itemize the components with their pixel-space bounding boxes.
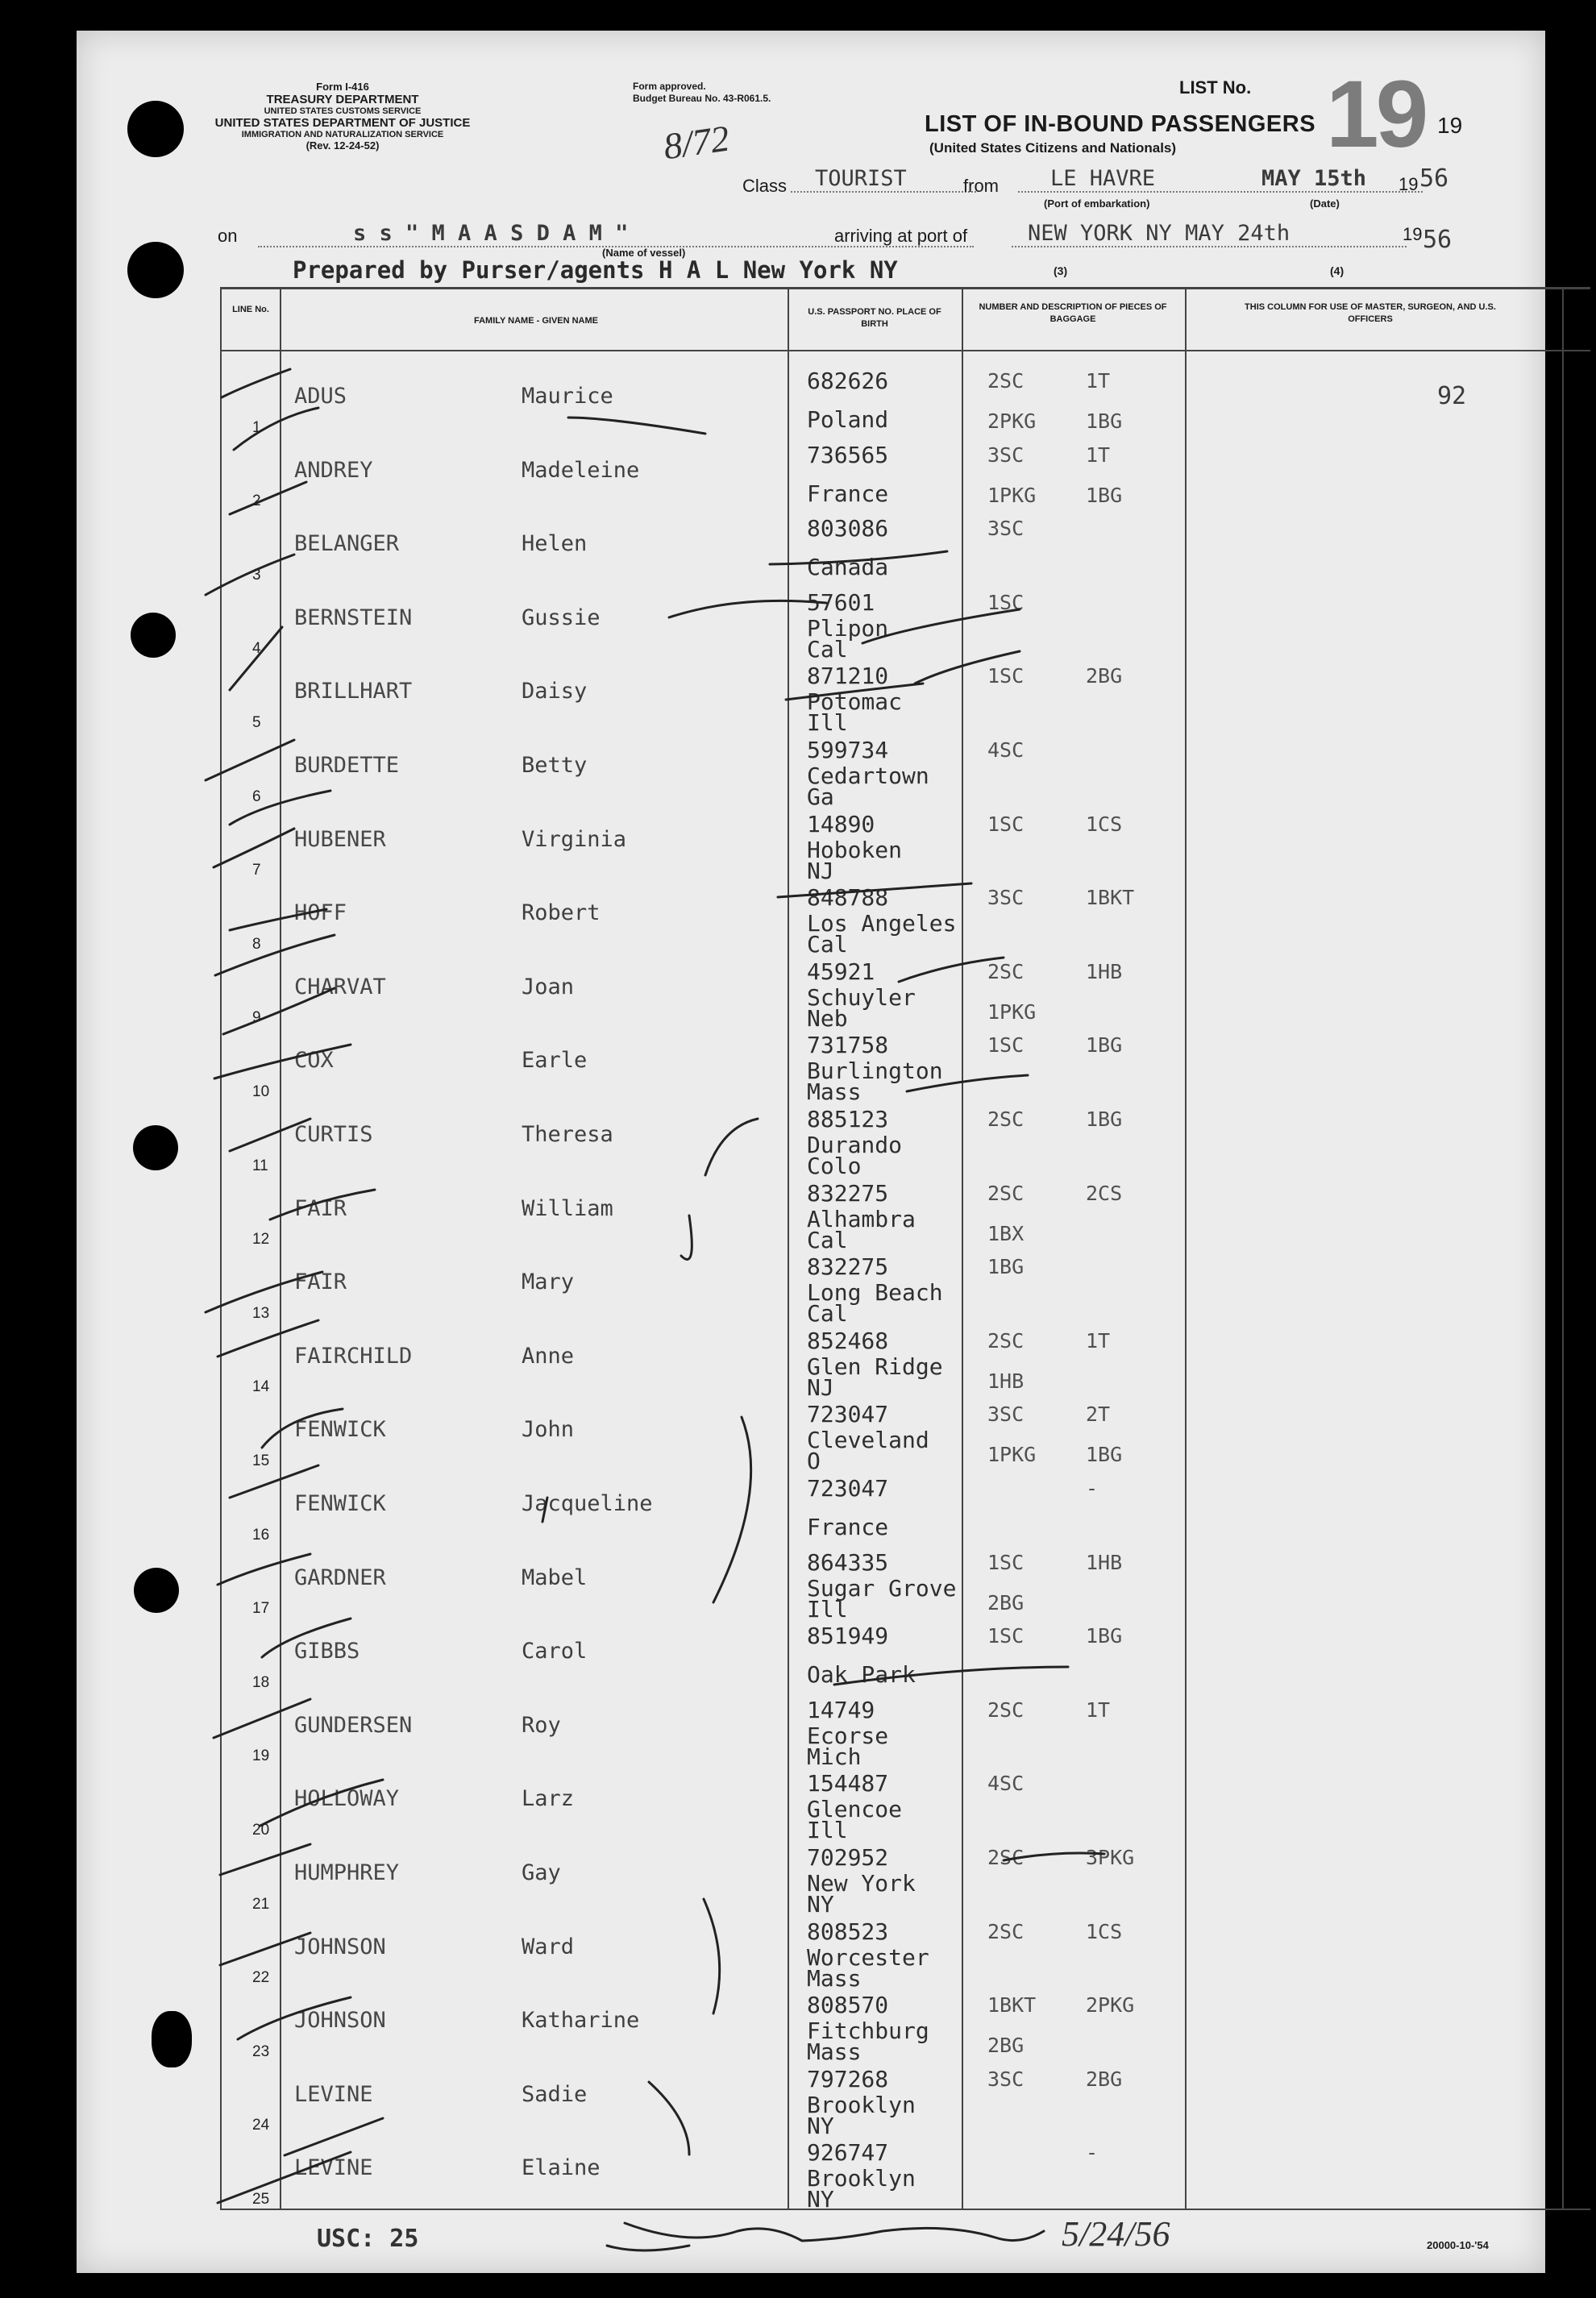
line-number: 11 xyxy=(252,1157,268,1174)
given-name: Theresa xyxy=(522,1122,613,1147)
family-name: GUNDERSEN xyxy=(294,1712,413,1738)
place-of-birth: France xyxy=(807,1514,889,1540)
family-name: CURTIS xyxy=(294,1122,373,1147)
year1-value: 56 xyxy=(1419,164,1449,193)
given-name: Maurice xyxy=(522,384,613,409)
family-name: GARDNER xyxy=(294,1565,386,1590)
given-name: Larz xyxy=(522,1786,575,1812)
place-of-birth: Oak Park xyxy=(807,1661,916,1689)
passport-number: 14890 xyxy=(807,810,875,837)
arriving-label: arriving at port of xyxy=(834,226,968,246)
baggage-item: 2BG xyxy=(987,1590,1025,1614)
baggage-item: 1CS xyxy=(1086,1919,1123,1943)
given-name: Gay xyxy=(522,1860,561,1885)
from-value: LE HAVRE xyxy=(1018,166,1252,193)
list-no-label: LIST No. xyxy=(1179,77,1252,98)
family-name: BELANGER xyxy=(294,531,400,557)
place-of-birth: Ill xyxy=(807,1595,848,1623)
baggage-item: 1HB xyxy=(987,1369,1025,1393)
passport-number: 885123 xyxy=(807,1106,889,1132)
passport-number: 702952 xyxy=(807,1844,889,1871)
date-value: MAY 15th xyxy=(1237,166,1423,193)
table-row xyxy=(77,369,1545,443)
form-approved: Form approved. xyxy=(633,81,706,92)
given-name: Elaine xyxy=(522,2155,601,2181)
line-number: 3 xyxy=(252,566,261,584)
place-of-birth: Ill xyxy=(807,709,848,737)
date-caption: (Date) xyxy=(1310,197,1340,210)
baggage-item: 1PKG xyxy=(987,483,1037,507)
family-name: BERNSTEIN xyxy=(294,605,413,630)
col-header-passport: U.S. PASSPORT NO. PLACE OF BIRTH xyxy=(808,307,941,329)
baggage-item: 2PKG xyxy=(987,409,1037,433)
footer-form-code: 20000-10-'54 xyxy=(1427,2239,1489,2251)
baggage-item: - xyxy=(1086,1477,1099,1500)
line-number: 24 xyxy=(252,2117,270,2134)
given-name: Jacqueline xyxy=(522,1491,653,1516)
given-name: Mabel xyxy=(522,1565,588,1590)
port-embark-caption: (Port of embarkation) xyxy=(1044,197,1150,210)
family-name: JOHNSON xyxy=(294,2008,386,2034)
line-number: 1 xyxy=(252,418,261,436)
line-number: 19 xyxy=(252,1747,270,1765)
table-row xyxy=(77,1624,1545,1698)
baggage-item: 2BG xyxy=(987,2034,1025,2058)
place-of-birth: Glen Ridge xyxy=(807,1353,943,1380)
baggage-item: 1T xyxy=(1086,443,1111,467)
place-of-birth: Poland xyxy=(807,406,889,433)
passport-number: 154487 xyxy=(807,1770,889,1797)
table-row xyxy=(77,1477,1545,1551)
table-row xyxy=(77,960,1545,1034)
passport-number: 731758 xyxy=(807,1032,889,1059)
vessel-value: s s " M A A S D A M " xyxy=(258,221,974,247)
given-name: Mary xyxy=(522,1270,575,1295)
passport-number: 45921 xyxy=(807,958,875,985)
list-no-value: 19 xyxy=(1326,61,1426,168)
place-of-birth: Cal xyxy=(807,931,848,958)
baggage-item: 1BG xyxy=(1086,1033,1123,1058)
baggage-item: 2SC xyxy=(987,369,1025,393)
footer-usc: USC: 25 xyxy=(317,2225,419,2253)
passport-number: 926747 xyxy=(807,2139,889,2167)
baggage-item: 4SC xyxy=(987,738,1025,762)
baggage-item: 1BG xyxy=(987,1255,1025,1279)
line-number: 20 xyxy=(252,1821,270,1839)
passport-number: 808570 xyxy=(807,1992,889,2019)
place-of-birth: Ill xyxy=(807,1817,848,1844)
baggage-item: 2SC xyxy=(987,1107,1025,1131)
class-label: Class xyxy=(742,176,788,196)
list-title: LIST OF IN-BOUND PASSENGERS xyxy=(925,111,1316,137)
family-name: COX xyxy=(294,1048,334,1074)
list-subtitle: (United States Citizens and Nationals) xyxy=(929,140,1177,156)
line-number: 5 xyxy=(252,713,261,731)
baggage-item: 1BG xyxy=(1086,1107,1123,1131)
baggage-item: 3SC xyxy=(987,2067,1025,2091)
family-name: HOFF xyxy=(294,900,347,926)
place-of-birth: Durando xyxy=(807,1132,903,1158)
line-number: 21 xyxy=(252,1895,270,1913)
table-row xyxy=(77,1107,1545,1182)
given-name: Gussie xyxy=(522,605,601,630)
baggage-item: 1HB xyxy=(1086,1550,1123,1574)
place-of-birth: Los Angeles xyxy=(807,910,957,937)
on-label: on xyxy=(218,226,238,246)
col-divider-5 xyxy=(1562,287,1564,2209)
line-number: 7 xyxy=(252,862,261,879)
baggage-item: 1T xyxy=(1086,1698,1111,1722)
family-name: LEVINE xyxy=(294,2155,373,2181)
family-name: HOLLOWAY xyxy=(294,1786,400,1812)
family-name: FAIR xyxy=(294,1270,347,1295)
punch-hole xyxy=(133,1125,178,1170)
table-row xyxy=(77,1698,1545,1772)
family-name: FENWICK xyxy=(294,1491,386,1516)
line-number: 2 xyxy=(252,492,261,510)
table-row xyxy=(77,1772,1545,1846)
baggage-item: 3SC xyxy=(987,1402,1025,1427)
table-row xyxy=(77,738,1545,812)
treasury-dept: TREASURY DEPARTMENT xyxy=(266,93,419,106)
baggage-item: 1SC xyxy=(987,1550,1025,1574)
place-of-birth: Alhambra xyxy=(807,1205,916,1232)
year2-prefix: 19 xyxy=(1403,224,1423,244)
baggage-item: 1T xyxy=(1086,369,1111,393)
punch-hole xyxy=(127,242,184,298)
given-name: Katharine xyxy=(522,2008,640,2034)
passport-number: 736565 xyxy=(807,441,889,468)
baggage-item: 2CS xyxy=(1086,1181,1123,1205)
table-row xyxy=(77,886,1545,960)
baggage-item: 1SC xyxy=(987,1624,1025,1648)
table-row xyxy=(77,1920,1545,1994)
manifest-page xyxy=(77,31,1545,2273)
family-name: HUMPHREY xyxy=(294,1860,400,1885)
passport-number: 682626 xyxy=(807,368,889,394)
line-number: 15 xyxy=(252,1452,270,1469)
baggage-item: 1BG xyxy=(1086,409,1123,433)
passport-number: 852468 xyxy=(807,1327,889,1354)
table-row xyxy=(77,2141,1545,2215)
baggage-item: 1BG xyxy=(1086,1624,1123,1648)
baggage-item: 1HB xyxy=(1086,959,1123,983)
baggage-item: 1SC xyxy=(987,1033,1025,1058)
line-number: 23 xyxy=(252,2042,270,2060)
passport-number: 599734 xyxy=(807,737,889,763)
family-name: BURDETTE xyxy=(294,753,400,778)
baggage-item: 2SC xyxy=(987,1328,1025,1353)
baggage-item: 1SC xyxy=(987,812,1025,836)
place-of-birth: Ecorse xyxy=(807,1722,889,1749)
given-name: Madeleine xyxy=(522,457,640,483)
passport-number: 723047 xyxy=(807,1401,889,1428)
place-of-birth: Mass xyxy=(807,2038,862,2066)
passport-number: 57601 xyxy=(807,588,875,616)
place-of-birth: Worcester xyxy=(807,1943,929,1971)
given-name: William xyxy=(522,1195,613,1221)
table-row xyxy=(77,812,1545,887)
baggage-item: 3SC xyxy=(987,517,1025,541)
table-row xyxy=(77,1402,1545,1477)
table-row xyxy=(77,1548,1545,1625)
baggage-item: 2BG xyxy=(1086,664,1123,688)
table-row xyxy=(77,664,1545,738)
place-of-birth: Brooklyn xyxy=(807,2091,916,2118)
passport-number: 832275 xyxy=(807,1179,889,1207)
passport-number: 808523 xyxy=(807,1918,889,1945)
place-of-birth: O xyxy=(807,1448,821,1475)
family-name: ANDREY xyxy=(294,457,373,483)
baggage-item: 2SC xyxy=(987,1181,1025,1205)
col-header-name: FAMILY NAME - GIVEN NAME xyxy=(473,316,599,326)
given-name: Helen xyxy=(522,531,588,557)
baggage-item: 2BG xyxy=(1086,2067,1123,2091)
line-number: 8 xyxy=(252,935,261,953)
place-of-birth: Hoboken xyxy=(807,836,903,863)
baggage-item: 1PKG xyxy=(987,1443,1037,1467)
form-number: Form I-416 xyxy=(316,81,369,93)
line-number: 10 xyxy=(252,1083,270,1100)
place-of-birth: Mich xyxy=(807,1743,862,1770)
place-of-birth: Burlington xyxy=(807,1058,943,1085)
given-name: John xyxy=(522,1417,575,1443)
line-number: 22 xyxy=(252,1969,270,1987)
handwritten-ref: 8/72 xyxy=(660,117,732,168)
line-number: 18 xyxy=(252,1673,270,1691)
given-name: Carol xyxy=(522,1639,588,1664)
justice-dept: UNITED STATES DEPARTMENT OF JUSTICE xyxy=(214,116,471,130)
family-name: FAIR xyxy=(294,1195,347,1221)
place-of-birth: Plipon xyxy=(807,614,889,642)
baggage-item: 2SC xyxy=(987,1919,1025,1943)
line-number: 13 xyxy=(252,1304,270,1322)
class-value: TOURIST xyxy=(791,166,976,193)
place-of-birth: Colo xyxy=(807,1153,862,1179)
col-header-baggage: NUMBER AND DESCRIPTION OF PIECES OF BAGGAGE xyxy=(979,302,1167,324)
given-name: Sadie xyxy=(522,2081,588,2107)
prepared-by: Prepared by Purser/agents H A L New York NY xyxy=(293,256,898,284)
table-row xyxy=(77,588,1545,665)
family-name: ADUS xyxy=(294,384,347,409)
place-of-birth: Mass xyxy=(807,1964,862,1992)
family-name: LEVINE xyxy=(294,2081,373,2107)
line-number: 14 xyxy=(252,1378,270,1396)
passport-number: 803086 xyxy=(807,515,889,542)
arrival-value: NEW YORK NY MAY 24th xyxy=(1012,221,1407,247)
place-of-birth: Cal xyxy=(807,1300,848,1328)
given-name: Robert xyxy=(522,900,601,926)
baggage-item: 4SC xyxy=(987,1772,1025,1796)
place-of-birth: Fitchburg xyxy=(807,2018,929,2045)
line-number: 4 xyxy=(252,640,261,658)
place-of-birth: Cedartown xyxy=(807,763,929,789)
from-label: from xyxy=(963,176,999,196)
baggage-item: 1BG xyxy=(1086,483,1123,507)
given-name: Anne xyxy=(522,1343,575,1369)
budget-bureau: Budget Bureau No. 43-R061.5. xyxy=(633,93,771,104)
baggage-item: 1CS xyxy=(1086,812,1123,836)
table-row xyxy=(77,1846,1545,1920)
customs-service: UNITED STATES CUSTOMS SERVICE xyxy=(264,106,422,116)
table-row xyxy=(77,1329,1545,1403)
baggage-item: 3SC xyxy=(987,886,1025,910)
passport-number: 723047 xyxy=(807,1475,889,1502)
baggage-item: 1BG xyxy=(1086,1443,1123,1467)
punch-hole xyxy=(134,1568,179,1613)
family-name: FENWICK xyxy=(294,1417,386,1443)
punch-hole xyxy=(152,2011,192,2067)
place-of-birth: France xyxy=(807,480,889,507)
line-number: 9 xyxy=(252,1009,261,1027)
line-number: 12 xyxy=(252,1231,270,1249)
baggage-item: 3SC xyxy=(987,443,1025,467)
footer-date: 5/24/56 xyxy=(1062,2214,1170,2254)
given-name: Joan xyxy=(522,974,575,999)
passport-number: 871210 xyxy=(807,663,889,690)
table-row xyxy=(77,1179,1545,1256)
given-name: Roy xyxy=(522,1712,561,1738)
line-number: 17 xyxy=(252,1600,270,1618)
place-of-birth: Mass xyxy=(807,1078,862,1106)
col4-caption: (4) xyxy=(1330,264,1345,277)
table-row xyxy=(77,443,1545,517)
baggage-item: 1SC xyxy=(987,590,1025,614)
baggage-item: 1BKT xyxy=(987,1993,1037,2018)
ins-service: IMMIGRATION AND NATURALIZATION SERVICE xyxy=(241,130,444,139)
place-of-birth: Canada xyxy=(807,554,889,581)
baggage-item: 2PKG xyxy=(1086,1993,1135,2018)
given-name: Betty xyxy=(522,753,588,778)
baggage-item: 3PKG xyxy=(1086,1846,1135,1869)
place-of-birth: Long Beach xyxy=(807,1279,943,1307)
family-name: HUBENER xyxy=(294,826,386,852)
baggage-item: 1BX xyxy=(987,1221,1025,1245)
passport-number: 14749 xyxy=(807,1696,875,1723)
family-name: JOHNSON xyxy=(294,1934,386,1959)
baggage-item: 2SC xyxy=(987,1698,1025,1722)
family-name: CHARVAT xyxy=(294,974,386,999)
baggage-item: 1SC xyxy=(987,664,1025,688)
place-of-birth: Glencoe xyxy=(807,1796,903,1823)
line-number: 25 xyxy=(252,2190,270,2208)
place-of-birth: Sugar Grove xyxy=(807,1574,957,1602)
passenger-rows xyxy=(77,31,1545,2273)
passport-number: 848788 xyxy=(807,884,889,912)
punch-hole xyxy=(131,613,176,658)
year2-value: 56 xyxy=(1423,226,1453,254)
col-header-officers: THIS COLUMN FOR USE OF MASTER, SURGEON, AND U.S. OFFICERS xyxy=(1245,302,1496,324)
given-name: Ward xyxy=(522,1934,575,1959)
baggage-item: 2T xyxy=(1086,1402,1111,1427)
place-of-birth: Potomac xyxy=(807,688,903,716)
passport-number: 851949 xyxy=(807,1623,889,1650)
table-row xyxy=(77,1255,1545,1329)
place-of-birth: Cal xyxy=(807,1226,848,1253)
table-row xyxy=(77,2067,1545,2142)
place-of-birth: NJ xyxy=(807,857,834,884)
given-name: Virginia xyxy=(522,826,627,852)
vessel-caption: (Name of vessel) xyxy=(602,247,686,259)
given-name: Daisy xyxy=(522,679,588,704)
baggage-item: 1BKT xyxy=(1086,886,1135,910)
family-name: GIBBS xyxy=(294,1639,360,1664)
place-of-birth: NY xyxy=(807,1891,834,1918)
baggage-item: - xyxy=(1086,2141,1099,2165)
place-of-birth: Schuyler xyxy=(807,983,916,1011)
given-name: Earle xyxy=(522,1048,588,1074)
col3-caption: (3) xyxy=(1054,264,1068,277)
col-header-line-no: LINE No. xyxy=(232,305,269,314)
place-of-birth: Brooklyn xyxy=(807,2165,916,2192)
family-name: BRILLHART xyxy=(294,679,413,704)
form-revision: (Rev. 12-24-52) xyxy=(305,139,380,152)
baggage-item: 2SC xyxy=(987,1846,1025,1869)
place-of-birth: Ga xyxy=(807,783,834,810)
baggage-item: 1PKG xyxy=(987,999,1037,1024)
line-number: 16 xyxy=(252,1526,270,1544)
passport-number: 797268 xyxy=(807,2065,889,2092)
table-row xyxy=(77,517,1545,591)
place-of-birth: NJ xyxy=(807,1373,834,1401)
place-of-birth: Cleveland xyxy=(807,1427,929,1454)
officer-note: 92 xyxy=(1437,382,1467,410)
place-of-birth: NY xyxy=(807,2186,834,2213)
table-row xyxy=(77,1993,1545,2067)
place-of-birth: Cal xyxy=(807,635,848,663)
punch-hole xyxy=(127,101,184,157)
place-of-birth: NY xyxy=(807,2112,834,2139)
baggage-item: 2SC xyxy=(987,959,1025,983)
year1-prefix: 19 xyxy=(1399,174,1419,194)
table-row xyxy=(77,1033,1545,1107)
place-of-birth: Neb xyxy=(807,1004,848,1032)
line-number: 6 xyxy=(252,787,261,805)
baggage-item: 1T xyxy=(1086,1328,1111,1353)
family-name: FAIRCHILD xyxy=(294,1343,413,1369)
title-year: 19 xyxy=(1437,113,1463,138)
place-of-birth: New York xyxy=(807,1870,916,1897)
passport-number: 832275 xyxy=(807,1253,889,1281)
passport-number: 864335 xyxy=(807,1548,889,1576)
